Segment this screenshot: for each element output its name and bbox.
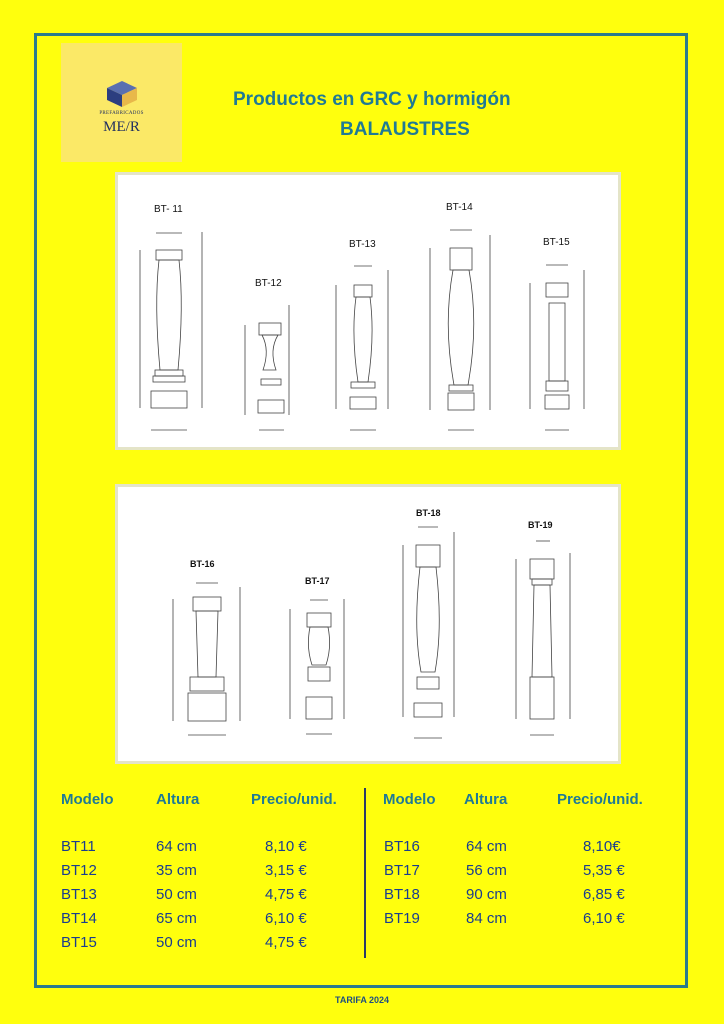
header-altura-right: Altura (464, 791, 508, 808)
row-modelo: BT17 (384, 862, 420, 879)
baluster-bt11-drawing (140, 232, 202, 430)
drawing-label-bt13: BT-13 (349, 239, 376, 250)
baluster-bt15-drawing (530, 265, 584, 430)
row-precio: 4,75 € (265, 934, 307, 951)
row-precio: 3,15 € (265, 862, 307, 879)
baluster-bt17-drawing (290, 599, 344, 734)
header-precio-left: Precio/unid. (251, 791, 337, 808)
row-precio: 8,10€ (583, 838, 621, 855)
drawing-label-bt11: BT- 11 (154, 204, 183, 215)
row-modelo: BT11 (61, 838, 96, 855)
header-precio-right: Precio/unid. (557, 791, 643, 808)
row-altura: 65 cm (156, 910, 197, 927)
baluster-bt13-drawing (336, 266, 388, 430)
page-title: Productos en GRC y hormigón (233, 89, 511, 110)
row-precio: 6,10 € (265, 910, 307, 927)
company-logo (61, 43, 182, 162)
header-modelo-left: Modelo (61, 791, 114, 808)
row-modelo: BT16 (384, 838, 420, 855)
drawing-label-bt16: BT-16 (190, 559, 215, 569)
row-modelo: BT12 (61, 862, 97, 879)
row-altura: 90 cm (466, 886, 507, 903)
baluster-drawings-top (118, 175, 618, 447)
row-precio: 5,35 € (583, 862, 625, 879)
baluster-bt12-drawing (245, 305, 289, 430)
header-modelo-right: Modelo (383, 791, 436, 808)
baluster-bt16-drawing (173, 583, 240, 735)
drawings-panel-top (115, 172, 621, 450)
drawings-panel-bottom (115, 484, 621, 764)
row-modelo: BT14 (61, 910, 97, 927)
drawing-label-bt12: BT-12 (255, 278, 282, 289)
table-divider (364, 788, 366, 958)
row-precio: 6,10 € (583, 910, 625, 927)
row-precio: 6,85 € (583, 886, 625, 903)
row-altura: 64 cm (156, 838, 197, 855)
row-altura: 56 cm (466, 862, 507, 879)
baluster-bt14-drawing (430, 230, 490, 430)
logo-cube-icon (105, 79, 139, 109)
row-altura: 84 cm (466, 910, 507, 927)
row-precio: 8,10 € (265, 838, 307, 855)
drawing-label-bt14: BT-14 (446, 202, 473, 213)
drawing-label-bt19: BT-19 (528, 520, 553, 530)
row-modelo: BT13 (61, 886, 97, 903)
footer-tarifa: TARIFA 2024 (334, 995, 390, 1005)
drawing-label-bt15: BT-15 (543, 237, 570, 248)
baluster-bt18-drawing (403, 527, 454, 738)
drawing-label-bt17: BT-17 (305, 576, 330, 586)
row-altura: 50 cm (156, 886, 197, 903)
page-subtitle: BALAUSTRES (340, 119, 470, 140)
row-altura: 35 cm (156, 862, 197, 879)
row-altura: 50 cm (156, 934, 197, 951)
header-altura-left: Altura (156, 791, 200, 808)
logo-small-text: PREFABRICADOS (99, 111, 144, 116)
logo-big-text: ME/R (103, 119, 140, 135)
row-modelo: BT19 (384, 910, 420, 927)
baluster-bt19-drawing (516, 541, 570, 735)
row-altura: 64 cm (466, 838, 507, 855)
row-precio: 4,75 € (265, 886, 307, 903)
row-modelo: BT15 (61, 934, 97, 951)
drawing-label-bt18: BT-18 (416, 508, 441, 518)
row-modelo: BT18 (384, 886, 420, 903)
